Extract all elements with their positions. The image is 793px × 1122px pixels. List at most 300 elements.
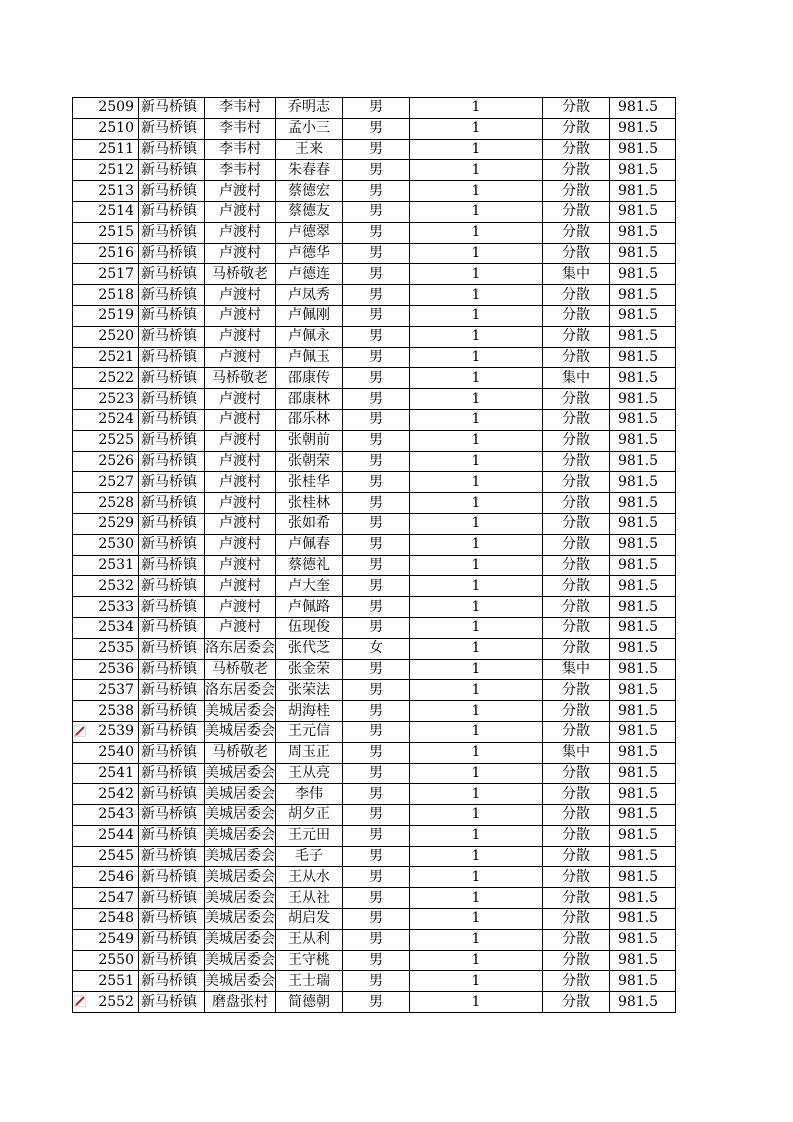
cell-gender[interactable]: 男 bbox=[343, 472, 410, 493]
cell-count[interactable]: 1 bbox=[410, 201, 543, 222]
cell-gender[interactable]: 男 bbox=[343, 368, 410, 389]
cell-gender[interactable]: 男 bbox=[343, 888, 410, 909]
cell-name[interactable]: 简德朝 bbox=[276, 992, 343, 1013]
cell-town[interactable]: 新马桥镇 bbox=[139, 680, 205, 701]
cell-name[interactable]: 张朝荣 bbox=[276, 451, 343, 472]
cell-count[interactable]: 1 bbox=[410, 160, 543, 181]
cell-town[interactable]: 新马桥镇 bbox=[139, 534, 205, 555]
cell-village[interactable]: 卢渡村 bbox=[205, 222, 276, 243]
cell-amount[interactable]: 981.5 bbox=[610, 389, 676, 410]
cell-count[interactable]: 1 bbox=[410, 971, 543, 992]
cell-village[interactable]: 卢渡村 bbox=[205, 534, 276, 555]
cell-gender[interactable]: 男 bbox=[343, 763, 410, 784]
cell-gender[interactable]: 男 bbox=[343, 992, 410, 1013]
cell-town[interactable]: 新马桥镇 bbox=[139, 805, 205, 826]
cell-type[interactable]: 分散 bbox=[543, 888, 610, 909]
cell-count[interactable]: 1 bbox=[410, 576, 543, 597]
cell-town[interactable]: 新马桥镇 bbox=[139, 909, 205, 930]
cell-count[interactable]: 1 bbox=[410, 285, 543, 306]
cell-town[interactable]: 新马桥镇 bbox=[139, 430, 205, 451]
cell-amount[interactable]: 981.5 bbox=[610, 181, 676, 202]
cell-name[interactable]: 卢德连 bbox=[276, 264, 343, 285]
cell-type[interactable]: 分散 bbox=[543, 909, 610, 930]
cell-village[interactable]: 卢渡村 bbox=[205, 472, 276, 493]
cell-amount[interactable]: 981.5 bbox=[610, 929, 676, 950]
cell-town[interactable]: 新马桥镇 bbox=[139, 243, 205, 264]
cell-id[interactable] bbox=[73, 576, 139, 597]
cell-gender[interactable]: 男 bbox=[343, 784, 410, 805]
cell-name[interactable]: 李伟 bbox=[276, 784, 343, 805]
cell-town[interactable]: 新马桥镇 bbox=[139, 493, 205, 514]
cell-town[interactable]: 新马桥镇 bbox=[139, 451, 205, 472]
cell-village[interactable]: 李韦村 bbox=[205, 160, 276, 181]
cell-type[interactable]: 分散 bbox=[543, 160, 610, 181]
cell-village[interactable]: 卢渡村 bbox=[205, 493, 276, 514]
cell-amount[interactable]: 981.5 bbox=[610, 763, 676, 784]
cell-count[interactable]: 1 bbox=[410, 409, 543, 430]
cell-gender[interactable]: 男 bbox=[343, 534, 410, 555]
cell-village[interactable]: 马桥敬老 bbox=[205, 742, 276, 763]
cell-type[interactable]: 分散 bbox=[543, 846, 610, 867]
cell-village[interactable]: 卢渡村 bbox=[205, 201, 276, 222]
cell-village[interactable]: 卢渡村 bbox=[205, 389, 276, 410]
cell-town[interactable]: 新马桥镇 bbox=[139, 659, 205, 680]
cell-gender[interactable]: 男 bbox=[343, 243, 410, 264]
cell-count[interactable]: 1 bbox=[410, 243, 543, 264]
cell-village[interactable]: 美城居委会 bbox=[205, 867, 276, 888]
cell-town[interactable]: 新马桥镇 bbox=[139, 638, 205, 659]
cell-id[interactable] bbox=[73, 805, 139, 826]
cell-id[interactable] bbox=[73, 597, 139, 618]
cell-count[interactable]: 1 bbox=[410, 389, 543, 410]
cell-village[interactable]: 卢渡村 bbox=[205, 285, 276, 306]
cell-type[interactable]: 分散 bbox=[543, 701, 610, 722]
cell-id[interactable] bbox=[73, 118, 139, 139]
cell-count[interactable]: 1 bbox=[410, 763, 543, 784]
cell-gender[interactable]: 男 bbox=[343, 659, 410, 680]
cell-type[interactable]: 分散 bbox=[543, 534, 610, 555]
cell-village[interactable]: 李韦村 bbox=[205, 139, 276, 160]
cell-type[interactable]: 集中 bbox=[543, 659, 610, 680]
cell-town[interactable]: 新马桥镇 bbox=[139, 98, 205, 119]
cell-id[interactable] bbox=[73, 181, 139, 202]
cell-type[interactable]: 分散 bbox=[543, 430, 610, 451]
cell-town[interactable]: 新马桥镇 bbox=[139, 784, 205, 805]
cell-village[interactable]: 卢渡村 bbox=[205, 617, 276, 638]
cell-amount[interactable]: 981.5 bbox=[610, 513, 676, 534]
cell-id[interactable] bbox=[73, 659, 139, 680]
cell-town[interactable]: 新马桥镇 bbox=[139, 285, 205, 306]
cell-amount[interactable]: 981.5 bbox=[610, 888, 676, 909]
cell-village[interactable]: 卢渡村 bbox=[205, 513, 276, 534]
cell-type[interactable]: 分散 bbox=[543, 638, 610, 659]
cell-count[interactable]: 1 bbox=[410, 846, 543, 867]
cell-type[interactable]: 分散 bbox=[543, 971, 610, 992]
cell-id[interactable] bbox=[73, 638, 139, 659]
cell-type[interactable]: 集中 bbox=[543, 368, 610, 389]
cell-village[interactable]: 美城居委会 bbox=[205, 763, 276, 784]
cell-amount[interactable]: 981.5 bbox=[610, 347, 676, 368]
cell-amount[interactable]: 981.5 bbox=[610, 867, 676, 888]
cell-type[interactable]: 分散 bbox=[543, 305, 610, 326]
cell-gender[interactable]: 男 bbox=[343, 493, 410, 514]
cell-count[interactable]: 1 bbox=[410, 118, 543, 139]
cell-count[interactable]: 1 bbox=[410, 326, 543, 347]
cell-count[interactable]: 1 bbox=[410, 617, 543, 638]
cell-name[interactable]: 张桂华 bbox=[276, 472, 343, 493]
cell-gender[interactable]: 男 bbox=[343, 264, 410, 285]
cell-village[interactable]: 卢渡村 bbox=[205, 409, 276, 430]
cell-name[interactable]: 王从水 bbox=[276, 867, 343, 888]
cell-town[interactable]: 新马桥镇 bbox=[139, 971, 205, 992]
cell-count[interactable]: 1 bbox=[410, 430, 543, 451]
cell-town[interactable]: 新马桥镇 bbox=[139, 368, 205, 389]
cell-town[interactable]: 新马桥镇 bbox=[139, 763, 205, 784]
cell-id[interactable] bbox=[73, 430, 139, 451]
cell-count[interactable]: 1 bbox=[410, 638, 543, 659]
cell-amount[interactable]: 981.5 bbox=[610, 597, 676, 618]
comment-pencil-icon[interactable] bbox=[74, 995, 86, 1007]
cell-type[interactable]: 分散 bbox=[543, 222, 610, 243]
cell-gender[interactable]: 男 bbox=[343, 909, 410, 930]
cell-amount[interactable]: 981.5 bbox=[610, 825, 676, 846]
cell-id[interactable] bbox=[73, 285, 139, 306]
cell-village[interactable]: 卢渡村 bbox=[205, 305, 276, 326]
cell-id[interactable] bbox=[73, 992, 139, 1013]
cell-id[interactable] bbox=[73, 867, 139, 888]
cell-name[interactable]: 乔明志 bbox=[276, 98, 343, 119]
cell-name[interactable]: 王从利 bbox=[276, 929, 343, 950]
cell-gender[interactable]: 男 bbox=[343, 98, 410, 119]
cell-amount[interactable]: 981.5 bbox=[610, 326, 676, 347]
cell-amount[interactable]: 981.5 bbox=[610, 222, 676, 243]
cell-village[interactable]: 卢渡村 bbox=[205, 181, 276, 202]
cell-name[interactable]: 卢佩路 bbox=[276, 597, 343, 618]
cell-name[interactable]: 王元信 bbox=[276, 721, 343, 742]
cell-amount[interactable]: 981.5 bbox=[610, 201, 676, 222]
cell-amount[interactable]: 981.5 bbox=[610, 472, 676, 493]
cell-name[interactable]: 胡夕正 bbox=[276, 805, 343, 826]
cell-gender[interactable]: 男 bbox=[343, 825, 410, 846]
cell-town[interactable]: 新马桥镇 bbox=[139, 409, 205, 430]
cell-type[interactable]: 分散 bbox=[543, 992, 610, 1013]
cell-town[interactable]: 新马桥镇 bbox=[139, 555, 205, 576]
cell-id[interactable] bbox=[73, 950, 139, 971]
cell-count[interactable]: 1 bbox=[410, 784, 543, 805]
cell-town[interactable]: 新马桥镇 bbox=[139, 888, 205, 909]
cell-name[interactable]: 蔡德宏 bbox=[276, 181, 343, 202]
cell-gender[interactable]: 男 bbox=[343, 451, 410, 472]
cell-id[interactable] bbox=[73, 326, 139, 347]
cell-name[interactable]: 孟小三 bbox=[276, 118, 343, 139]
cell-name[interactable]: 邵康林 bbox=[276, 389, 343, 410]
cell-town[interactable]: 新马桥镇 bbox=[139, 201, 205, 222]
cell-town[interactable]: 新马桥镇 bbox=[139, 264, 205, 285]
cell-count[interactable]: 1 bbox=[410, 909, 543, 930]
cell-id[interactable] bbox=[73, 846, 139, 867]
cell-id[interactable] bbox=[73, 409, 139, 430]
cell-name[interactable]: 胡海桂 bbox=[276, 701, 343, 722]
cell-type[interactable]: 分散 bbox=[543, 825, 610, 846]
cell-amount[interactable]: 981.5 bbox=[610, 451, 676, 472]
cell-count[interactable]: 1 bbox=[410, 513, 543, 534]
cell-village[interactable]: 美城居委会 bbox=[205, 909, 276, 930]
cell-village[interactable]: 卢渡村 bbox=[205, 597, 276, 618]
cell-id[interactable] bbox=[73, 264, 139, 285]
cell-amount[interactable]: 981.5 bbox=[610, 721, 676, 742]
cell-type[interactable]: 分散 bbox=[543, 763, 610, 784]
cell-gender[interactable]: 男 bbox=[343, 430, 410, 451]
cell-count[interactable]: 1 bbox=[410, 950, 543, 971]
cell-amount[interactable]: 981.5 bbox=[610, 493, 676, 514]
cell-gender[interactable]: 男 bbox=[343, 971, 410, 992]
cell-gender[interactable]: 男 bbox=[343, 805, 410, 826]
cell-type[interactable]: 分散 bbox=[543, 929, 610, 950]
cell-amount[interactable]: 981.5 bbox=[610, 909, 676, 930]
cell-count[interactable]: 1 bbox=[410, 222, 543, 243]
cell-gender[interactable]: 男 bbox=[343, 846, 410, 867]
cell-name[interactable]: 王元田 bbox=[276, 825, 343, 846]
cell-gender[interactable]: 男 bbox=[343, 950, 410, 971]
cell-amount[interactable]: 981.5 bbox=[610, 846, 676, 867]
cell-id[interactable] bbox=[73, 368, 139, 389]
cell-id[interactable] bbox=[73, 243, 139, 264]
cell-town[interactable]: 新马桥镇 bbox=[139, 305, 205, 326]
cell-name[interactable]: 张桂林 bbox=[276, 493, 343, 514]
cell-amount[interactable]: 981.5 bbox=[610, 617, 676, 638]
cell-amount[interactable]: 981.5 bbox=[610, 701, 676, 722]
cell-amount[interactable]: 981.5 bbox=[610, 160, 676, 181]
cell-count[interactable]: 1 bbox=[410, 493, 543, 514]
cell-type[interactable]: 分散 bbox=[543, 285, 610, 306]
cell-count[interactable]: 1 bbox=[410, 555, 543, 576]
cell-id[interactable] bbox=[73, 160, 139, 181]
cell-amount[interactable]: 981.5 bbox=[610, 971, 676, 992]
cell-gender[interactable]: 男 bbox=[343, 721, 410, 742]
cell-name[interactable]: 卢大奎 bbox=[276, 576, 343, 597]
cell-village[interactable]: 美城居委会 bbox=[205, 825, 276, 846]
cell-id[interactable] bbox=[73, 493, 139, 514]
cell-type[interactable]: 分散 bbox=[543, 597, 610, 618]
cell-id[interactable] bbox=[73, 347, 139, 368]
cell-town[interactable]: 新马桥镇 bbox=[139, 867, 205, 888]
cell-village[interactable]: 美城居委会 bbox=[205, 929, 276, 950]
cell-type[interactable]: 分散 bbox=[543, 576, 610, 597]
cell-count[interactable]: 1 bbox=[410, 305, 543, 326]
cell-amount[interactable]: 981.5 bbox=[610, 305, 676, 326]
cell-count[interactable]: 1 bbox=[410, 597, 543, 618]
cell-count[interactable]: 1 bbox=[410, 139, 543, 160]
cell-id[interactable] bbox=[73, 742, 139, 763]
cell-amount[interactable]: 981.5 bbox=[610, 992, 676, 1013]
cell-id[interactable] bbox=[73, 472, 139, 493]
cell-gender[interactable]: 男 bbox=[343, 617, 410, 638]
cell-type[interactable]: 集中 bbox=[543, 264, 610, 285]
cell-amount[interactable]: 981.5 bbox=[610, 784, 676, 805]
cell-village[interactable]: 美城居委会 bbox=[205, 971, 276, 992]
cell-amount[interactable]: 981.5 bbox=[610, 118, 676, 139]
cell-type[interactable]: 分散 bbox=[543, 950, 610, 971]
cell-village[interactable]: 美城居委会 bbox=[205, 784, 276, 805]
cell-village[interactable]: 洛东居委会 bbox=[205, 680, 276, 701]
cell-village[interactable]: 美城居委会 bbox=[205, 721, 276, 742]
cell-id[interactable] bbox=[73, 389, 139, 410]
cell-amount[interactable]: 981.5 bbox=[610, 430, 676, 451]
cell-id[interactable] bbox=[73, 222, 139, 243]
cell-count[interactable]: 1 bbox=[410, 888, 543, 909]
cell-gender[interactable]: 男 bbox=[343, 409, 410, 430]
cell-count[interactable]: 1 bbox=[410, 992, 543, 1013]
cell-count[interactable]: 1 bbox=[410, 680, 543, 701]
cell-name[interactable]: 王来 bbox=[276, 139, 343, 160]
cell-village[interactable]: 李韦村 bbox=[205, 98, 276, 119]
cell-count[interactable]: 1 bbox=[410, 805, 543, 826]
cell-id[interactable] bbox=[73, 763, 139, 784]
cell-amount[interactable]: 981.5 bbox=[610, 285, 676, 306]
cell-type[interactable]: 分散 bbox=[543, 389, 610, 410]
cell-name[interactable]: 张金荣 bbox=[276, 659, 343, 680]
cell-village[interactable]: 卢渡村 bbox=[205, 451, 276, 472]
cell-name[interactable]: 王士瑞 bbox=[276, 971, 343, 992]
cell-village[interactable]: 磨盘张村 bbox=[205, 992, 276, 1013]
cell-town[interactable]: 新马桥镇 bbox=[139, 992, 205, 1013]
cell-village[interactable]: 卢渡村 bbox=[205, 243, 276, 264]
cell-name[interactable]: 卢德翠 bbox=[276, 222, 343, 243]
cell-gender[interactable]: 男 bbox=[343, 326, 410, 347]
cell-amount[interactable]: 981.5 bbox=[610, 805, 676, 826]
cell-name[interactable]: 蔡德礼 bbox=[276, 555, 343, 576]
cell-town[interactable]: 新马桥镇 bbox=[139, 139, 205, 160]
cell-id[interactable] bbox=[73, 201, 139, 222]
cell-count[interactable]: 1 bbox=[410, 347, 543, 368]
cell-count[interactable]: 1 bbox=[410, 368, 543, 389]
cell-village[interactable]: 洛东居委会 bbox=[205, 638, 276, 659]
cell-village[interactable]: 马桥敬老 bbox=[205, 368, 276, 389]
cell-id[interactable] bbox=[73, 555, 139, 576]
cell-count[interactable]: 1 bbox=[410, 98, 543, 119]
cell-gender[interactable]: 女 bbox=[343, 638, 410, 659]
cell-gender[interactable]: 男 bbox=[343, 867, 410, 888]
cell-amount[interactable]: 981.5 bbox=[610, 680, 676, 701]
cell-amount[interactable]: 981.5 bbox=[610, 742, 676, 763]
cell-name[interactable]: 胡启发 bbox=[276, 909, 343, 930]
cell-town[interactable]: 新马桥镇 bbox=[139, 347, 205, 368]
cell-village[interactable]: 马桥敬老 bbox=[205, 264, 276, 285]
cell-town[interactable]: 新马桥镇 bbox=[139, 701, 205, 722]
cell-gender[interactable]: 男 bbox=[343, 742, 410, 763]
cell-type[interactable]: 分散 bbox=[543, 784, 610, 805]
cell-village[interactable]: 美城居委会 bbox=[205, 888, 276, 909]
cell-id[interactable] bbox=[73, 513, 139, 534]
cell-gender[interactable]: 男 bbox=[343, 305, 410, 326]
cell-gender[interactable]: 男 bbox=[343, 118, 410, 139]
cell-count[interactable]: 1 bbox=[410, 742, 543, 763]
cell-village[interactable]: 马桥敬老 bbox=[205, 659, 276, 680]
cell-gender[interactable]: 男 bbox=[343, 222, 410, 243]
cell-count[interactable]: 1 bbox=[410, 472, 543, 493]
cell-village[interactable]: 卢渡村 bbox=[205, 347, 276, 368]
cell-id[interactable] bbox=[73, 909, 139, 930]
cell-count[interactable]: 1 bbox=[410, 451, 543, 472]
cell-gender[interactable]: 男 bbox=[343, 680, 410, 701]
comment-pencil-icon[interactable] bbox=[74, 725, 86, 737]
cell-town[interactable]: 新马桥镇 bbox=[139, 472, 205, 493]
cell-gender[interactable]: 男 bbox=[343, 160, 410, 181]
cell-type[interactable]: 分散 bbox=[543, 139, 610, 160]
cell-id[interactable] bbox=[73, 971, 139, 992]
cell-type[interactable]: 分散 bbox=[543, 243, 610, 264]
cell-name[interactable]: 卢佩春 bbox=[276, 534, 343, 555]
cell-village[interactable]: 美城居委会 bbox=[205, 701, 276, 722]
cell-name[interactable]: 毛子 bbox=[276, 846, 343, 867]
cell-town[interactable]: 新马桥镇 bbox=[139, 950, 205, 971]
cell-gender[interactable]: 男 bbox=[343, 701, 410, 722]
cell-name[interactable]: 朱春春 bbox=[276, 160, 343, 181]
cell-name[interactable]: 邵乐林 bbox=[276, 409, 343, 430]
cell-type[interactable]: 分散 bbox=[543, 555, 610, 576]
cell-count[interactable]: 1 bbox=[410, 659, 543, 680]
cell-name[interactable]: 卢佩玉 bbox=[276, 347, 343, 368]
cell-type[interactable]: 集中 bbox=[543, 742, 610, 763]
cell-town[interactable]: 新马桥镇 bbox=[139, 576, 205, 597]
cell-name[interactable]: 蔡德友 bbox=[276, 201, 343, 222]
cell-name[interactable]: 卢凤秀 bbox=[276, 285, 343, 306]
cell-name[interactable]: 王守桃 bbox=[276, 950, 343, 971]
cell-type[interactable]: 分散 bbox=[543, 326, 610, 347]
cell-town[interactable]: 新马桥镇 bbox=[139, 597, 205, 618]
cell-town[interactable]: 新马桥镇 bbox=[139, 846, 205, 867]
cell-type[interactable]: 分散 bbox=[543, 867, 610, 888]
cell-id[interactable] bbox=[73, 680, 139, 701]
cell-town[interactable]: 新马桥镇 bbox=[139, 160, 205, 181]
cell-gender[interactable]: 男 bbox=[343, 139, 410, 160]
cell-name[interactable]: 卢德华 bbox=[276, 243, 343, 264]
cell-gender[interactable]: 男 bbox=[343, 597, 410, 618]
cell-id[interactable] bbox=[73, 305, 139, 326]
cell-amount[interactable]: 981.5 bbox=[610, 950, 676, 971]
cell-amount[interactable]: 981.5 bbox=[610, 638, 676, 659]
cell-count[interactable]: 1 bbox=[410, 534, 543, 555]
cell-name[interactable]: 张代芝 bbox=[276, 638, 343, 659]
cell-id[interactable] bbox=[73, 888, 139, 909]
cell-type[interactable]: 分散 bbox=[543, 493, 610, 514]
cell-id[interactable] bbox=[73, 784, 139, 805]
cell-type[interactable]: 分散 bbox=[543, 347, 610, 368]
cell-count[interactable]: 1 bbox=[410, 181, 543, 202]
cell-count[interactable]: 1 bbox=[410, 721, 543, 742]
cell-town[interactable]: 新马桥镇 bbox=[139, 721, 205, 742]
cell-gender[interactable]: 男 bbox=[343, 513, 410, 534]
cell-name[interactable]: 卢佩刚 bbox=[276, 305, 343, 326]
cell-gender[interactable]: 男 bbox=[343, 576, 410, 597]
cell-name[interactable]: 王从社 bbox=[276, 888, 343, 909]
cell-name[interactable]: 伍现俊 bbox=[276, 617, 343, 638]
cell-name[interactable]: 张朝前 bbox=[276, 430, 343, 451]
cell-id[interactable] bbox=[73, 617, 139, 638]
cell-type[interactable]: 分散 bbox=[543, 805, 610, 826]
cell-type[interactable]: 分散 bbox=[543, 513, 610, 534]
cell-village[interactable]: 卢渡村 bbox=[205, 326, 276, 347]
cell-town[interactable]: 新马桥镇 bbox=[139, 326, 205, 347]
cell-amount[interactable]: 981.5 bbox=[610, 139, 676, 160]
cell-town[interactable]: 新马桥镇 bbox=[139, 742, 205, 763]
cell-type[interactable]: 分散 bbox=[543, 98, 610, 119]
cell-town[interactable]: 新马桥镇 bbox=[139, 118, 205, 139]
cell-village[interactable]: 卢渡村 bbox=[205, 555, 276, 576]
cell-type[interactable]: 分散 bbox=[543, 451, 610, 472]
cell-count[interactable]: 1 bbox=[410, 929, 543, 950]
cell-amount[interactable]: 981.5 bbox=[610, 368, 676, 389]
